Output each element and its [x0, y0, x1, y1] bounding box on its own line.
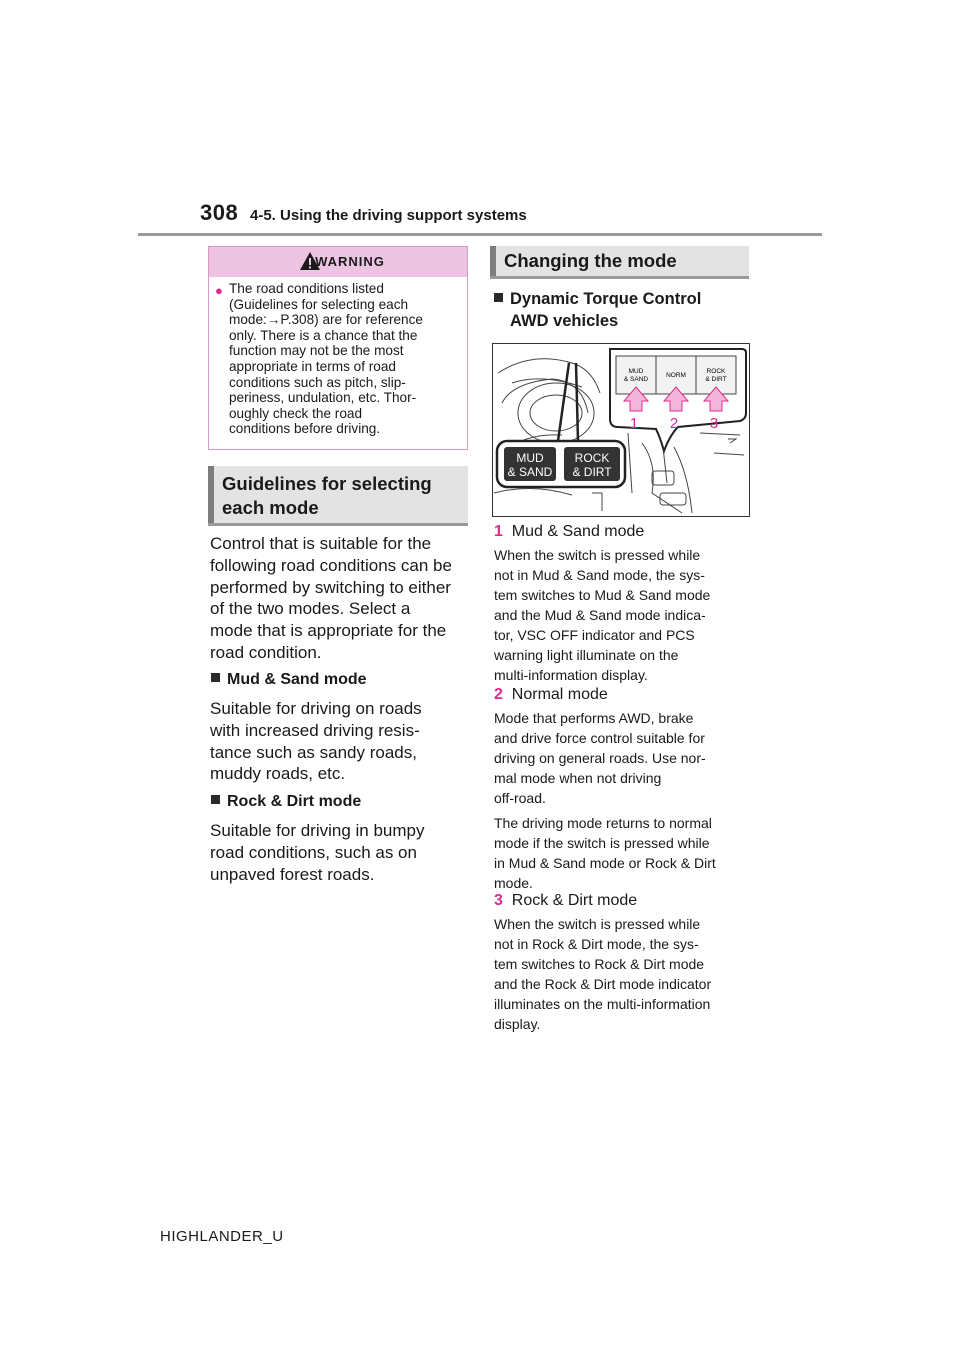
callout-number-2: 2: [669, 415, 679, 432]
text-line: mode if the switch is pressed while: [494, 835, 710, 851]
text-line: following road conditions can be: [210, 555, 452, 575]
text-line: performed by switching to either: [210, 577, 451, 597]
item-title: Mud & Sand mode: [511, 523, 645, 540]
awd-subheading: [494, 288, 701, 332]
text-line: and the Rock & Dirt mode indicator: [494, 976, 712, 992]
item-number: 3: [494, 892, 503, 909]
mode-switch-illustration: [492, 343, 750, 517]
switch-norm-label: NORM: [666, 372, 686, 379]
text-line: When the switch is pressed while: [494, 547, 701, 563]
heading-rule: [208, 523, 468, 526]
warning-line: The road conditions listed: [229, 281, 384, 296]
text-line: Mode that performs AWD, brake: [494, 710, 694, 726]
warning-title: WARNING: [315, 254, 385, 269]
item-description: [494, 708, 756, 808]
text-line: driving on general roads. Use nor-: [494, 750, 706, 766]
text-line: with increased driving resis-: [210, 720, 420, 740]
text-line: off-road.: [494, 790, 546, 806]
text-line: multi-information display.: [494, 667, 648, 683]
switch-rock-label: ROCK: [706, 368, 726, 375]
text-line: not in Rock & Dirt mode, the sys-: [494, 936, 699, 952]
text-line: road condition.: [210, 642, 322, 662]
text-line: tem switches to Rock & Dirt mode: [494, 956, 705, 972]
text-line: Suitable for driving in bumpy: [210, 821, 425, 840]
indicator-mud-label: MUD: [516, 451, 544, 465]
footer-model: HIGHLANDER_U: [160, 1228, 284, 1245]
square-bullet-icon: [494, 293, 503, 302]
item-number: 2: [494, 686, 503, 703]
warning-line: appropriate in terms of road: [229, 358, 396, 374]
warning-line: (Guidelines for selecting each: [229, 296, 409, 312]
text-line: warning light illuminate on the: [494, 647, 679, 663]
guidelines-heading: [208, 466, 468, 526]
text-line: Control that is suitable for the: [210, 534, 432, 553]
awd-subheading-line: AWD vehicles: [510, 312, 619, 330]
indicator-rock-label: & DIRT: [572, 465, 612, 479]
awd-subheading-line: Dynamic Torque Control: [510, 290, 702, 308]
text-line: tance such as sandy roads,: [210, 742, 417, 762]
text-line: mal mode when not driving: [494, 770, 662, 786]
text-line: and drive force control suitable for: [494, 730, 705, 746]
warning-line: conditions before driving.: [229, 421, 381, 437]
mode-item-2: [494, 686, 756, 893]
rock-dirt-heading-text: Rock & Dirt mode: [227, 793, 362, 810]
text-line: unpaved forest roads.: [210, 864, 375, 884]
indicator-rock-label: ROCK: [574, 451, 610, 465]
item-title: Normal mode: [511, 686, 608, 703]
warning-line: mode:→P.308) are for reference: [229, 312, 423, 328]
mode-item-1: [494, 523, 756, 685]
warning-line: oughly check the road: [229, 405, 363, 421]
text-line: mode that is appropriate for the: [210, 621, 447, 641]
text-line: tor, VSC OFF indicator and PCS: [494, 627, 695, 643]
guidelines-intro: [210, 533, 472, 664]
switch-mud-label: MUD: [628, 368, 644, 375]
heading-marker: [208, 466, 214, 526]
text-line: tem switches to Mud & Sand mode: [494, 587, 711, 603]
heading-marker: [490, 246, 496, 279]
text-line: and the Mud & Sand mode indica-: [494, 607, 706, 623]
heading-line: each mode: [222, 497, 319, 518]
switch-rock-label: & DIRT: [705, 376, 727, 383]
text-line: not in Mud & Sand mode, the sys-: [494, 567, 705, 583]
warning-text: [229, 281, 463, 437]
bullet-icon: ●: [215, 283, 223, 298]
page-number: 308: [200, 200, 239, 225]
mode-item-3: [494, 892, 756, 1034]
warning-line: function may not be the most: [229, 343, 404, 359]
switch-mud-label: & SAND: [623, 376, 649, 383]
mud-sand-heading-text: Mud & Sand mode: [227, 671, 367, 688]
text-line: display.: [494, 1016, 541, 1032]
text-line: mode.: [494, 875, 533, 891]
header-rule: [138, 233, 822, 236]
indicator-mud-label: & SAND: [507, 465, 553, 479]
item-description: [494, 545, 756, 685]
rock-dirt-text: [210, 820, 472, 885]
text-line: road conditions, such as on: [210, 842, 417, 862]
text-line: Suitable for driving on roads: [210, 699, 422, 718]
warning-line: only. There is a chance that the: [229, 327, 418, 343]
callout-number-3: 3: [709, 415, 719, 432]
rock-dirt-heading: [211, 793, 361, 811]
item-title: Rock & Dirt mode: [511, 892, 638, 909]
item-description: [494, 813, 756, 893]
text-line: in Mud & Sand mode or Rock & Dirt: [494, 855, 716, 871]
warning-line: conditions such as pitch, slip-: [229, 374, 406, 390]
item-description: [494, 914, 756, 1034]
text-line: illuminates on the multi-information: [494, 996, 711, 1012]
text-line: of the two modes. Select a: [210, 599, 411, 619]
warning-box: [208, 246, 468, 450]
mud-sand-heading: [211, 671, 367, 689]
text-line: When the switch is pressed while: [494, 916, 701, 932]
callout-number-1: 1: [629, 415, 639, 432]
changing-mode-heading: [490, 246, 749, 279]
text-line: The driving mode returns to normal: [494, 815, 712, 831]
square-bullet-icon: [211, 673, 220, 682]
heading-rule: [490, 276, 749, 279]
heading-line: Guidelines for selecting: [222, 473, 432, 494]
mud-sand-text: [210, 698, 472, 785]
square-bullet-icon: [211, 795, 220, 804]
text-line: muddy roads, etc.: [210, 764, 346, 784]
warning-line: periness, undulation, etc. Thor-: [229, 390, 417, 406]
item-number: 1: [494, 523, 503, 540]
warning-header: [209, 247, 467, 277]
changing-mode-heading-text: Changing the mode: [504, 250, 677, 271]
section-title: 4-5. Using the driving support systems: [250, 207, 527, 224]
